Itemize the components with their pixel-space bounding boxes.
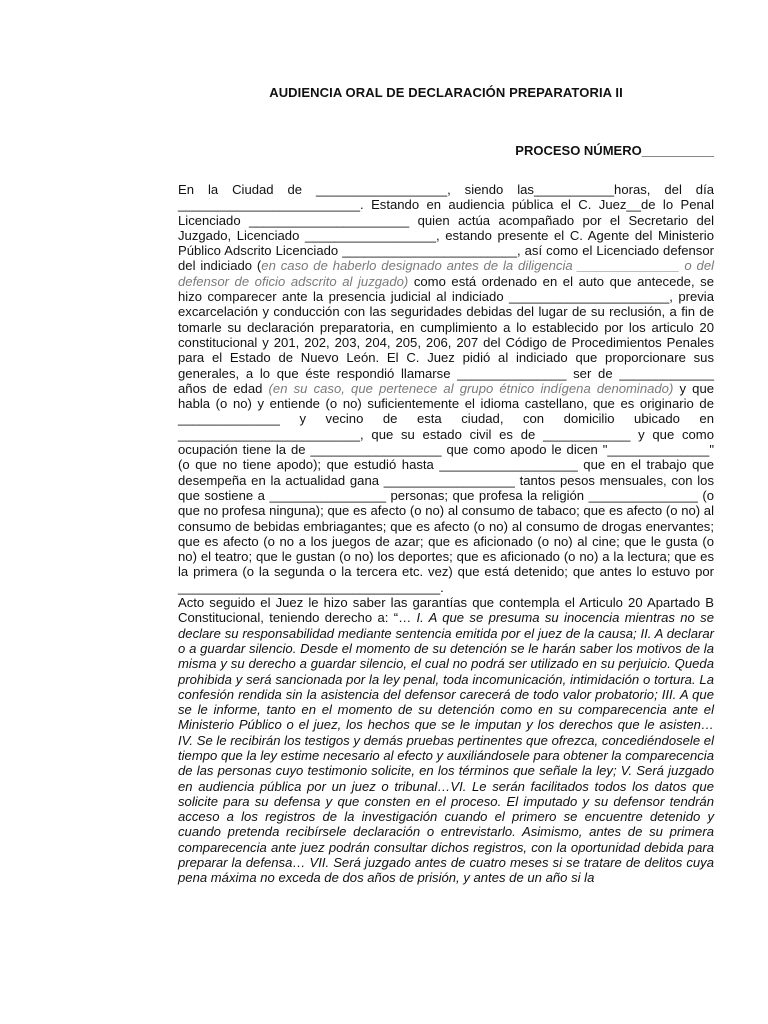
document-body xyxy=(178,182,714,886)
paragraph-text: como está ordenado en el auto que antecede, se hizo comparecer ante la presencia judicial al indiciado ______________________, previa excarcelación y conducción con las seguridades debidas del lugar de su reclusión, a fin de tomarle su declaración preparatoria, en cumplimiento a lo establecido por los articulo 20 constitucional y 201, 202, 203, 204, 205, 206, 207 del Código de Procedimientos Penales para el Estado de Nuevo León. El C. Juez pidió al indiciado que proporcionare sus generales, a lo que éste respondió llamarse _______________ ser de _____________ años de edad xyxy=(178,273,714,396)
paragraph-text: En la Ciudad de __________________, siendo las___________horas, del día _________________________. Estando en audiencia pública el C. Juez__de lo Penal Licenciado ______________________ quien actúa acompañado por el Secretario del Juzgado, Licenciado __________________, estando presente el C. Agente del Ministerio Público Adscrito Licenciado ________________________, así como el Licenciado defensor del indiciado ( xyxy=(178,182,714,274)
document-title: AUDIENCIA ORAL DE DECLARACIÓN PREPARATORIA II xyxy=(269,85,623,100)
paragraph-garantias xyxy=(178,595,714,886)
italic-quote: I. A que se presuma su inocencia mientras no se declare su responsabilidad mediante sentencia emitida por el juez de la causa; II. A declarar o a guardar silencio. Desde el momento de su detención se le harán saber los motivos de la misma y su derecho a guardar silencio, el cual no podrá ser utilizado en su perjuicio. Queda prohibida y será sancionada por la ley penal, toda incomunicación, intimidación o tortura. La confesión rendida sin la asistencia del defensor carecerá de todo valor probatorio; III. A que se le informe, tanto en el momento de su detención como en su comparecencia ante el Ministerio Público o el juez, los hechos que se le imputan y los derechos que le asisten… IV. Se le recibirán los testigos y demás pruebas pertinentes que ofrezca, concediéndosele el tiempo que la ley estime necesario al efecto y auxiliándosele para obtener la comparecencia de las personas cuyo testimonio solicite, en los términos que señale la ley; V. Será juzgado en audiencia pública por un juez o tribunal…VI. Le serán facilitados todos los datos que solicite para su defensa y que consten en el proceso. El imputado y su defensor tendrán acceso a los registros de la investigación cuando el primero se encuentre detenido y cuando pretenda recibírsele declaración o entrevistarlo. Asimismo, antes de su primera comparecencia ante juez podrán consultar dichos registros, con la oportunidad debida para preparar la defensa… VII. Será juzgado antes de cuatro meses si se tratare de delitos cuya pena máxima no exceda de dos años de prisión, y antes de un año si la xyxy=(178,610,714,886)
paragraph-text: Acto seguido el Juez le hizo saber las garantías que contempla el Articulo 20 Apartado B Constitucional, teniendo derecho a: “… xyxy=(178,595,714,626)
gray-note: (en su caso, que pertenece al grupo étnico indígena denominado) xyxy=(268,380,674,396)
process-number-label: PROCESO NÚMERO__________ xyxy=(515,143,714,158)
paragraph-generales xyxy=(178,182,714,595)
paragraph-text: y que habla (o no) y entiende (o no) suficientemente el idioma castellano, que es originario de ______________ y vecino de esta ciudad, con domicilio ubicado en _________________________, que su estado civil es de ____________ y que como ocupación tiene la de __________________ que como apodo le dicen "______________" (o que no tiene apodo); que estudió hasta ___________________ que en el trabajo que desempeña en la actualidad gana __________________ tantos pesos mensuales, con los que sostiene a ________________ personas; que profesa la religión _______________ (o que no profesa ninguna); que es afecto (o no) al consumo de tabaco; que es afecto (o no) al consumo de bebidas embriagantes; que es afecto (o no) al consumo de drogas enervantes; que es afecto (o no a los juegos de azar; que es aficionado (o no) al cine; que le gusta (o no) el teatro; que le gustan (o no) los deportes; que es aficionado (o no) a la lectura; que es la primera (o la segunda o la tercera etc. vez) que está detenido; que antes lo estuvo por ____________________________________. xyxy=(178,380,715,595)
gray-note: en caso de haberlo designado antes de la diligencia ______________ o del defensor de oficio adscrito al juzgado) xyxy=(178,258,715,289)
